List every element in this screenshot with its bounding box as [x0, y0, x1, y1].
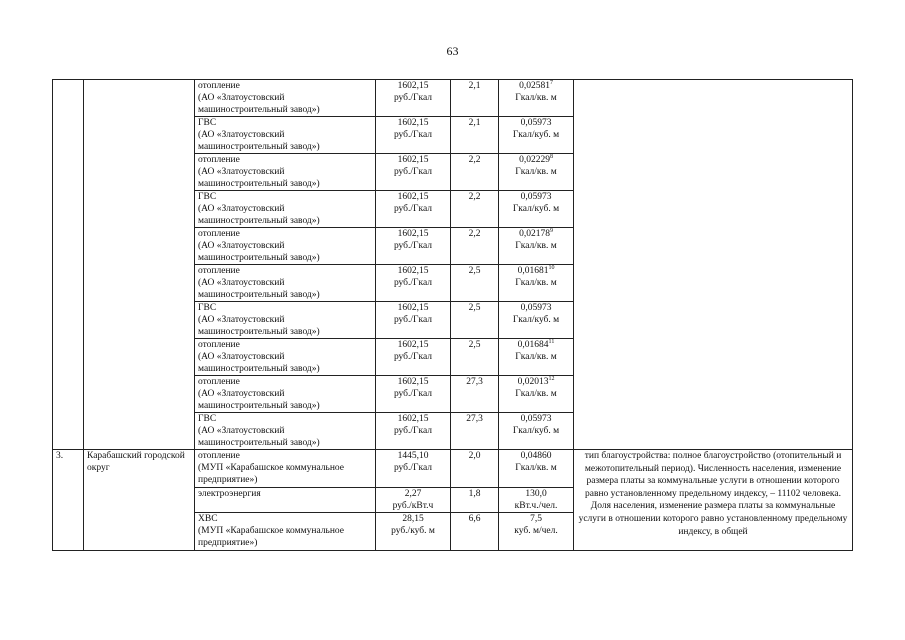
norm-cell [499, 413, 574, 450]
norm-unit: кВт.ч./чел. [514, 501, 558, 511]
tariff-cell [376, 339, 451, 376]
volume-value: 2,5 [468, 266, 481, 276]
norm-value: 0,05973 [520, 414, 552, 424]
volume-value: 2,5 [468, 303, 481, 313]
norm-line [502, 339, 570, 351]
service-cell [195, 488, 376, 513]
tariff-value: 1602,15 [397, 192, 429, 202]
tariff-unit: руб./Гкал [393, 93, 433, 103]
service-name: отопление [198, 155, 240, 165]
volume-value: 2,1 [468, 118, 481, 128]
norm-line [502, 80, 570, 92]
service-name: отопление [198, 81, 240, 91]
volume-cell [451, 154, 499, 191]
page-number: 63 [446, 44, 459, 58]
provider-name: (АО «Златоустовский машиностроительный завод») [198, 93, 320, 115]
tariff-unit: руб./Гкал [393, 352, 433, 362]
norm-value: 0,05973 [520, 303, 552, 313]
provider-name: (АО «Златоустовский машиностроительный завод») [198, 204, 320, 226]
tariff-value: 1602,15 [397, 155, 429, 165]
number-cell-continued [53, 80, 84, 450]
norm-unit: Гкал/куб. м [512, 315, 560, 325]
norm-unit: Гкал/кв. м [515, 389, 557, 399]
tariff-value: 1602,15 [397, 414, 429, 424]
provider-name: (АО «Златоустовский машиностроительный завод») [198, 426, 320, 448]
tariff-value: 28,15 [402, 514, 424, 524]
note-cell-continued [574, 80, 853, 450]
tariff-cell [376, 265, 451, 302]
norm-value: 0,05973 [520, 118, 552, 128]
service-cell [195, 191, 376, 228]
provider-name: (АО «Златоустовский машиностроительный завод») [198, 278, 320, 300]
tariff-cell [376, 117, 451, 154]
norm-unit: Гкал/куб. м [512, 426, 560, 436]
tariff-value: 1602,15 [397, 81, 429, 91]
service-name: ГВС [198, 118, 217, 128]
norm-line [502, 117, 570, 129]
norm-value: 130,0 [525, 489, 547, 499]
tariff-value: 1445,10 [397, 451, 429, 461]
norm-unit: Гкал/кв. м [515, 93, 557, 103]
norm-value: 0,04860 [520, 451, 552, 461]
district-name: Карабашский городской округ [84, 450, 195, 551]
tariff-unit: руб./Гкал [393, 130, 433, 140]
norm-value: 0,05973 [520, 192, 552, 202]
norm-unit: Гкал/кв. м [515, 352, 557, 362]
tariff-value: 1602,15 [397, 266, 429, 276]
service-name: отопление [198, 377, 240, 387]
norm-value: 0,02229 [519, 155, 550, 165]
volume-cell [451, 117, 499, 154]
service-name: отопление [198, 451, 240, 461]
volume-cell [451, 80, 499, 117]
volume-value: 2,5 [468, 340, 481, 350]
tariff-cell [376, 80, 451, 117]
service-cell [195, 376, 376, 413]
tariff-value: 1602,15 [397, 340, 429, 350]
norm-unit: Гкал/кв. м [515, 241, 557, 251]
norm-value: 7,5 [530, 514, 542, 524]
norm-value: 0,02013 [517, 377, 549, 387]
volume-cell [451, 228, 499, 265]
tariff-value: 1602,15 [397, 303, 429, 313]
service-name: отопление [198, 266, 240, 276]
tariff-unit: руб./Гкал [393, 426, 433, 436]
volume-value: 2,1 [468, 81, 481, 91]
volume-value: 6,6 [468, 514, 481, 524]
service-name: отопление [198, 340, 240, 350]
service-cell [195, 80, 376, 117]
tariff-unit: руб./кВт.ч [392, 501, 434, 511]
table-row [53, 450, 853, 488]
tariff-value: 1602,15 [397, 118, 429, 128]
volume-cell [451, 450, 499, 488]
norm-line [502, 154, 570, 166]
norm-cell [499, 339, 574, 376]
district-cell-continued [84, 80, 195, 450]
norm-value: 0,01681 [517, 266, 549, 276]
footnote-marker: 7 [549, 79, 553, 86]
footnote-marker: 11 [548, 338, 555, 345]
volume-value: 2,0 [468, 451, 481, 461]
table-body [53, 80, 853, 551]
service-cell [195, 265, 376, 302]
provider-name: (АО «Златоустовский машиностроительный завод») [198, 167, 320, 189]
footnote-marker: 12 [548, 375, 555, 382]
tariff-cell [376, 191, 451, 228]
norm-line [502, 228, 570, 240]
volume-value: 27,3 [466, 414, 483, 424]
volume-value: 2,2 [468, 229, 481, 239]
service-cell [195, 413, 376, 450]
norm-cell [499, 80, 574, 117]
norm-cell [499, 488, 574, 513]
service-cell [195, 302, 376, 339]
service-name: электроэнергия [198, 489, 261, 499]
tariff-value: 1602,15 [397, 377, 429, 387]
volume-cell [451, 339, 499, 376]
norm-cell [499, 450, 574, 488]
tariff-cell [376, 513, 451, 551]
norm-line [502, 191, 570, 203]
service-name: отопление [198, 229, 240, 239]
service-cell [195, 154, 376, 191]
volume-value: 27,3 [466, 377, 483, 387]
provider-name: (МУП «Карабашское коммунальное предприятие») [198, 526, 344, 548]
footnote-marker: 9 [549, 227, 553, 234]
tariff-unit: руб./Гкал [393, 241, 433, 251]
norm-unit: Гкал/куб. м [512, 130, 560, 140]
tariff-cell [376, 154, 451, 191]
norm-unit: Гкал/кв. м [515, 167, 557, 177]
volume-cell [451, 413, 499, 450]
tariff-value: 1602,15 [397, 229, 429, 239]
tariff-cell [376, 488, 451, 513]
tariff-value: 2,27 [404, 489, 422, 499]
service-cell [195, 228, 376, 265]
norm-value: 0,02178 [519, 229, 550, 239]
footnote-marker: 8 [549, 153, 553, 160]
provider-name: (АО «Златоустовский машиностроительный завод») [198, 241, 320, 263]
norm-cell [499, 191, 574, 228]
provider-name: (АО «Златоустовский машиностроительный завод») [198, 315, 320, 337]
norm-cell [499, 228, 574, 265]
tariff-cell [376, 302, 451, 339]
service-name: ГВС [198, 414, 217, 424]
tariff-cell [376, 376, 451, 413]
volume-cell [451, 302, 499, 339]
norm-cell [499, 376, 574, 413]
provider-name: (АО «Златоустовский машиностроительный завод») [198, 352, 320, 374]
tariff-cell [376, 450, 451, 488]
tariff-unit: руб./Гкал [393, 204, 433, 214]
volume-cell [451, 376, 499, 413]
norm-unit: Гкал/куб. м [512, 204, 560, 214]
volume-value: 2,2 [468, 155, 481, 165]
provider-name: (МУП «Карабашское коммунальное предприятие») [198, 463, 344, 485]
volume-cell [451, 191, 499, 228]
norm-cell [499, 117, 574, 154]
norm-value: 0,01684 [517, 340, 549, 350]
footnote-marker: 10 [548, 264, 555, 271]
tariff-unit: руб./Гкал [393, 167, 433, 177]
tariff-unit: руб./Гкал [393, 389, 433, 399]
service-name: ГВС [198, 192, 217, 202]
norm-line [502, 413, 570, 425]
tariff-cell [376, 228, 451, 265]
section-number: 3. [53, 450, 84, 551]
service-cell [195, 450, 376, 488]
table-row [53, 80, 853, 117]
volume-cell [451, 513, 499, 551]
volume-cell [451, 265, 499, 302]
tariff-unit: руб./Гкал [393, 463, 433, 473]
norm-cell [499, 302, 574, 339]
norm-cell [499, 513, 574, 551]
norm-unit: Гкал/кв. м [515, 278, 557, 288]
conditions-note: тип благоустройства: полное благоустройство (отопительный и межотопительный период). Численность населения, изменение размера платы за коммунальные услуги в отношении которого равно установленному предельному индексу, – 11102 человека. Доля населения, изменение размера платы за коммунальные услуги в отношении которого равно установленному предельному индексу, в общей [574, 450, 853, 551]
norm-value: 0,02581 [519, 81, 550, 91]
norm-cell [499, 265, 574, 302]
tariff-unit: руб./Гкал [393, 278, 433, 288]
service-cell [195, 117, 376, 154]
norm-line [502, 302, 570, 314]
norm-unit: Гкал/кв. м [515, 463, 557, 473]
volume-value: 1,8 [468, 489, 481, 499]
norm-unit: куб. м/чел. [514, 526, 558, 536]
tariff-table [52, 79, 853, 551]
tariff-cell [376, 413, 451, 450]
norm-cell [499, 154, 574, 191]
provider-name: (АО «Златоустовский машиностроительный завод») [198, 130, 320, 152]
volume-value: 2,2 [468, 192, 481, 202]
tariff-unit: руб./куб. м [391, 526, 435, 536]
tariff-unit: руб./Гкал [393, 315, 433, 325]
service-name: ГВС [198, 303, 217, 313]
service-name: ХВС [198, 514, 218, 524]
service-cell [195, 513, 376, 551]
norm-line [502, 265, 570, 277]
provider-name: (АО «Златоустовский машиностроительный завод») [198, 389, 320, 411]
volume-cell [451, 488, 499, 513]
norm-line [502, 376, 570, 388]
service-cell [195, 339, 376, 376]
